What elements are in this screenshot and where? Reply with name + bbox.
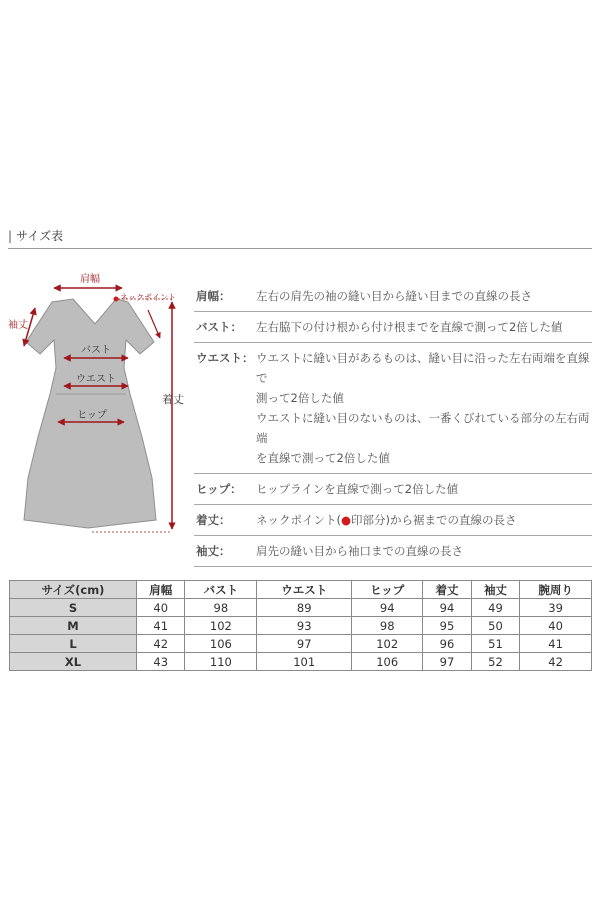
table-header-row (10, 581, 592, 599)
heading-title: サイズ表 (16, 229, 64, 243)
table-cell: 96 (423, 635, 471, 653)
table-cell: 110 (185, 653, 257, 671)
waist-label: ウエスト (76, 374, 116, 385)
size-cell: XL (10, 653, 137, 671)
size-table (9, 580, 592, 671)
definition-term: 着丈： (196, 513, 231, 527)
heading-bar: | (8, 229, 13, 243)
size-cell: L (10, 635, 137, 653)
table-cell: 102 (352, 635, 423, 653)
table-cell: 106 (185, 635, 257, 653)
length-label: 着丈 (162, 393, 184, 406)
definition-text: 左右の肩先の袖の縫い目から縫い目までの直線の長さ (256, 289, 532, 303)
definition-hip (194, 474, 592, 505)
shoulder-label: 肩幅 (80, 274, 100, 285)
table-cell: 52 (471, 653, 519, 671)
definition-text: ウエストに縫い目があるものは、縫い目に沿った左右両端を直線で 測って2倍した値 ウエストに縫い目のないものは、一番くびれている部分の左右両端 を直線で測って2倍した値 (256, 351, 590, 465)
table-cell: 51 (471, 635, 519, 653)
table-cell: 98 (185, 599, 257, 617)
table-cell: 40 (137, 599, 185, 617)
table-row (10, 617, 592, 635)
measurement-definitions (194, 281, 592, 567)
definition-sleeve (194, 536, 592, 567)
table-cell: 50 (471, 617, 519, 635)
table-cell: 102 (185, 617, 257, 635)
neck-point-dot-icon: ● (341, 513, 352, 527)
neck-point-label: ネックポイント (120, 293, 176, 302)
table-cell: 93 (257, 617, 352, 635)
definition-text: 肩先の縫い目から袖口までの直線の長さ (256, 544, 463, 558)
size-cell: S (10, 599, 137, 617)
hip-label: ヒップ (77, 410, 107, 421)
definition-bust (194, 312, 592, 343)
definition-text: 左右脇下の付け根から付け根までを直線で測って2倍した値 (256, 320, 563, 334)
column-header: 肩幅 (137, 581, 185, 599)
column-header: ウエスト (257, 581, 352, 599)
definition-term: 肩幅： (196, 289, 231, 303)
definition-waist (194, 343, 592, 474)
table-row (10, 653, 592, 671)
size-cell: M (10, 617, 137, 635)
table-cell: 89 (257, 599, 352, 617)
garment-diagram (0, 262, 195, 542)
table-cell: 41 (520, 635, 592, 653)
neck-point-dot (114, 297, 119, 302)
table-cell: 42 (137, 635, 185, 653)
definition-term: ヒップ： (196, 482, 242, 496)
definition-term: バスト： (196, 320, 242, 334)
column-header: サイズ(cm) (10, 581, 137, 599)
table-cell: 94 (352, 599, 423, 617)
column-header: 腕周り (520, 581, 592, 599)
definition-text: ヒップラインを直線で測って2倍した値 (256, 482, 459, 496)
table-cell: 39 (520, 599, 592, 617)
column-header: 袖丈 (471, 581, 519, 599)
column-header: ヒップ (352, 581, 423, 599)
table-cell: 49 (471, 599, 519, 617)
definition-text: ネックポイント(●印部分)から裾までの直線の長さ (256, 513, 517, 527)
table-row (10, 635, 592, 653)
table-cell: 106 (352, 653, 423, 671)
definition-term: ウエスト： (196, 351, 254, 365)
table-cell: 43 (137, 653, 185, 671)
column-header: 着丈 (423, 581, 471, 599)
section-heading (8, 227, 63, 244)
table-cell: 101 (257, 653, 352, 671)
table-cell: 94 (423, 599, 471, 617)
column-header: バスト (185, 581, 257, 599)
table-cell: 98 (352, 617, 423, 635)
definition-term: 袖丈： (196, 544, 231, 558)
table-row (10, 599, 592, 617)
table-cell: 97 (423, 653, 471, 671)
sleeve-label: 袖丈 (8, 320, 28, 331)
definition-shoulder (194, 281, 592, 312)
table-cell: 95 (423, 617, 471, 635)
bust-label: バスト (81, 345, 111, 356)
definition-length (194, 505, 592, 536)
heading-divider (8, 248, 592, 249)
table-cell: 40 (520, 617, 592, 635)
table-cell: 97 (257, 635, 352, 653)
table-cell: 41 (137, 617, 185, 635)
table-cell: 42 (520, 653, 592, 671)
